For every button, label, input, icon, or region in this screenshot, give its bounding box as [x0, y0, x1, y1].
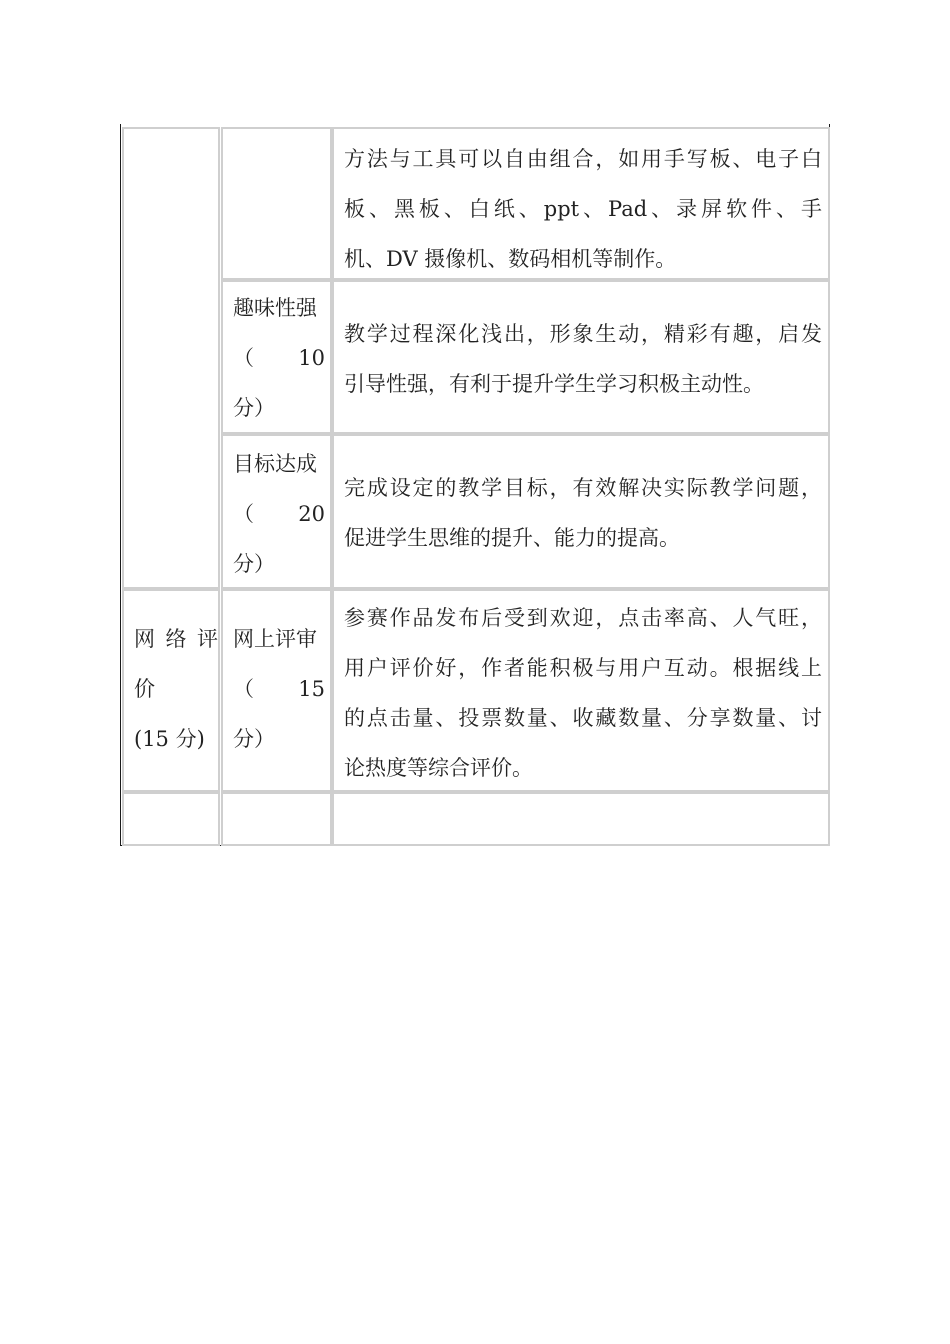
criterion-score-unit: 分）	[233, 396, 275, 420]
category-label-line1: 网 络 评	[134, 627, 218, 651]
description-cell-online-review	[332, 589, 830, 792]
description-line: 参赛作品发布后受到欢迎，点击率高、人气旺，	[344, 606, 822, 630]
category-cell-online	[122, 589, 220, 792]
criterion-score-unit: 分）	[233, 552, 275, 576]
description-line: 教学过程深化浅出，形象生动，精彩有趣，启发	[344, 322, 822, 346]
description-line: 的点击量、投票数量、收藏数量、分享数量、讨	[344, 706, 822, 730]
criterion-cell-online-review	[221, 589, 332, 792]
criterion-score: （ 15	[233, 677, 325, 701]
description-line: 机、DV 摄像机、数码相机等制作。	[344, 247, 677, 271]
criterion-cell-goal	[221, 434, 332, 589]
description-line: 促进学生思维的提升、能力的提高。	[344, 526, 680, 550]
criterion-name: 目标达成	[233, 452, 317, 476]
description-line: 论热度等综合评价。	[344, 756, 533, 780]
criterion-score: （ 10	[233, 346, 325, 370]
description-cell-empty	[332, 792, 830, 846]
category-score: (15 分)	[134, 727, 205, 751]
description-cell-tools	[332, 127, 830, 280]
criterion-score-unit: 分）	[233, 727, 275, 751]
description-line: 完成设定的教学目标，有效解决实际教学问题，	[344, 476, 822, 500]
description-line: 用户评价好，作者能积极与用户互动。根据线上	[344, 656, 822, 680]
category-cell-teaching	[122, 127, 220, 589]
scoring-table	[120, 124, 830, 846]
criterion-cell-interest	[221, 280, 332, 434]
description-line: 引导性强，有利于提升学生学习积极主动性。	[344, 372, 764, 396]
description-cell-interest	[332, 280, 830, 434]
criterion-cell-empty	[221, 792, 332, 846]
criterion-cell-blank	[221, 127, 332, 280]
category-cell-empty	[122, 792, 220, 846]
criterion-score: （ 20	[233, 502, 325, 526]
description-cell-goal	[332, 434, 830, 589]
description-line: 板、黑板、白纸、ppt、Pad、录屏软件、手	[344, 197, 822, 221]
description-line: 方法与工具可以自由组合，如用手写板、电子白	[344, 147, 822, 171]
criterion-name: 网上评审	[233, 627, 317, 651]
criterion-name: 趣味性强	[233, 296, 317, 320]
category-label-line2: 价	[134, 677, 155, 701]
